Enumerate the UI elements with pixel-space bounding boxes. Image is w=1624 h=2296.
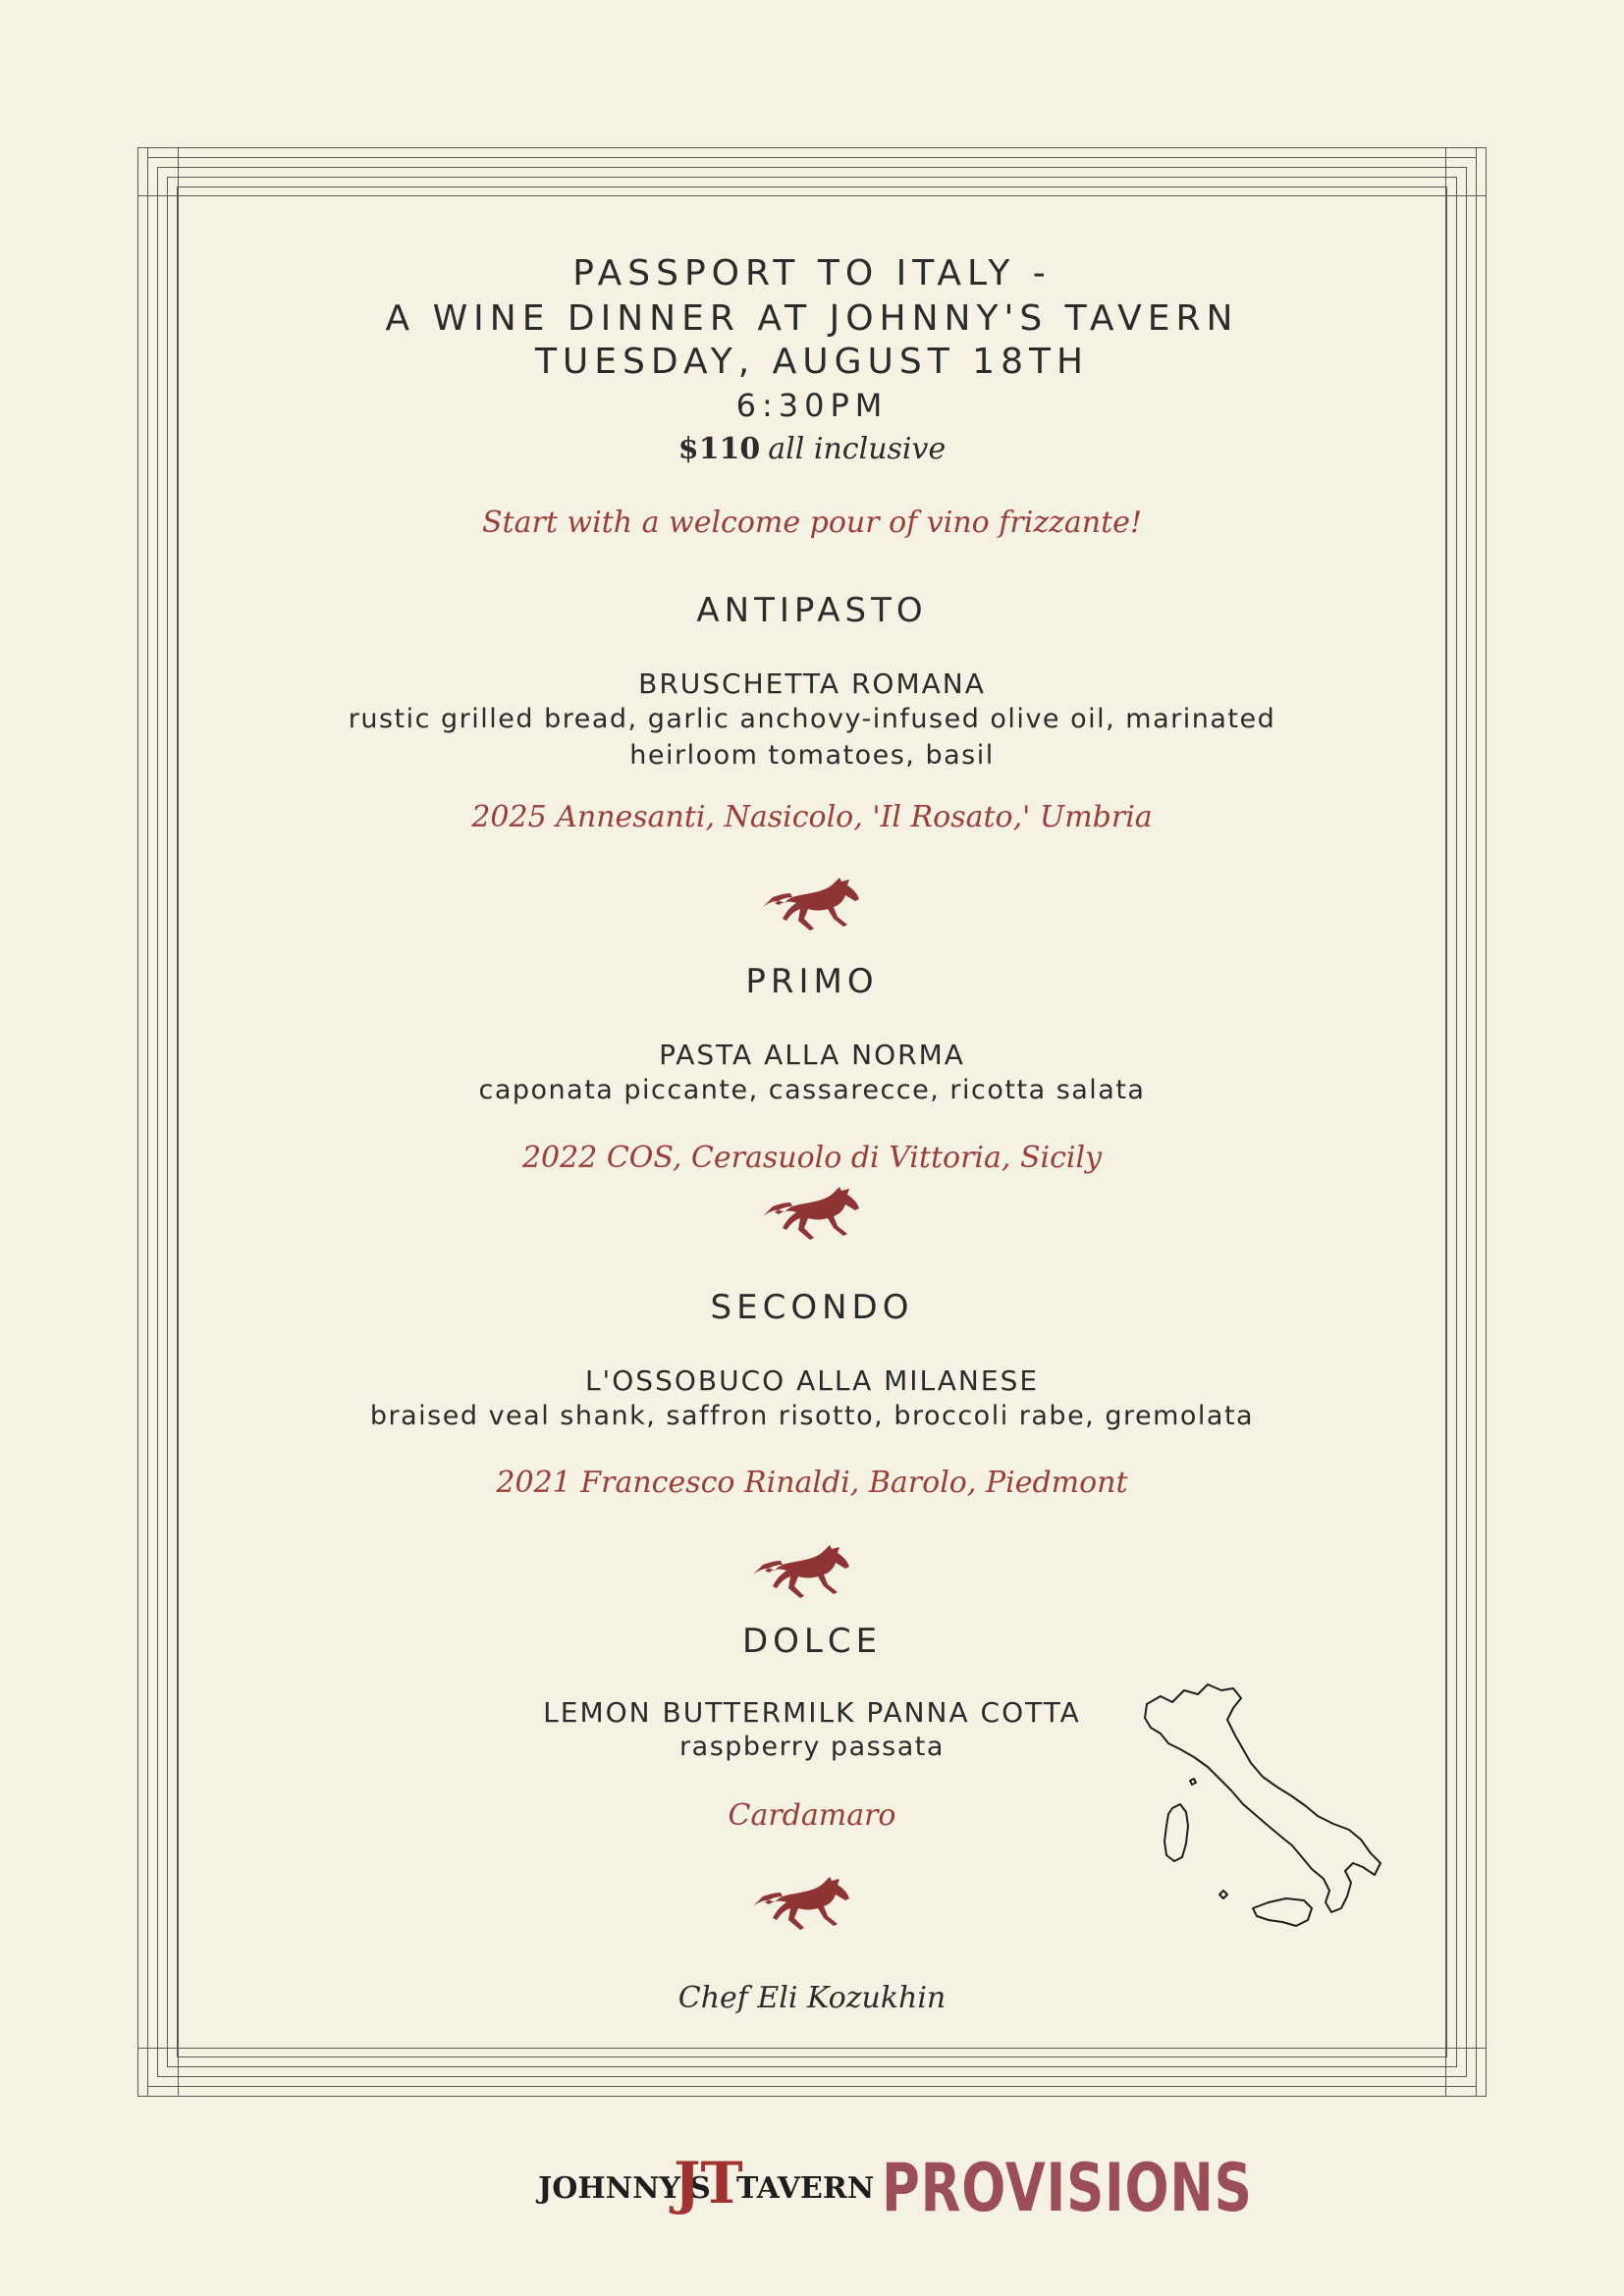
event-date: TUESDAY, AUGUST 18TH: [534, 342, 1090, 382]
wine-pairing: 2021 Francesco Rinaldi, Barolo, Piedmont: [496, 1466, 1128, 1500]
dish-description-cont: heirloom tomatoes, basil: [629, 740, 995, 771]
course-dolce: DOLCE: [741, 1622, 883, 1661]
course-antipasto: ANTIPASTO: [696, 591, 928, 630]
horse-icon: [761, 874, 863, 936]
dish-name: PASTA ALLA NORMA: [659, 1039, 965, 1071]
dish-name: BRUSCHETTA ROMANA: [638, 667, 986, 700]
dish-description: caponata piccante, cassarecce, ricotta salata: [478, 1075, 1146, 1105]
course-secondo: SECONDO: [710, 1288, 914, 1327]
event-price: [137, 432, 1487, 466]
horse-icon: [761, 1183, 863, 1246]
logo-johnnys: JOHNNY'S: [538, 2171, 711, 2206]
dish-description: braised veal shank, saffron risotto, broccoli rabe, gremolata: [369, 1401, 1255, 1431]
logo-jt-mark: JT: [674, 2150, 743, 2216]
wine-pairing: 2022 COS, Cerasuolo di Vittoria, Sicily: [521, 1141, 1103, 1175]
price-note: all inclusive: [768, 432, 947, 466]
dish-name: LEMON BUTTERMILK PANNA COTTA: [543, 1696, 1081, 1729]
italy-map-icon: [1139, 1681, 1388, 1946]
event-time: 6:30PM: [735, 387, 889, 424]
welcome-note: Start with a welcome pour of vino frizzante!: [481, 506, 1142, 540]
chef-signature: Chef Eli Kozukhin: [677, 1981, 947, 2015]
event-title-line2: A WINE DINNER AT JOHNNY'S TAVERN: [385, 298, 1239, 339]
horse-icon: [751, 1873, 853, 1936]
logo-provisions: PROVISIONS: [882, 2150, 1253, 2227]
dish-description: rustic grilled bread, garlic anchovy-infused olive oil, marinated: [348, 704, 1276, 734]
horse-icon: [751, 1541, 853, 1604]
wine-pairing: 2025 Annesanti, Nasicolo, 'Il Rosato,' Umbria: [471, 800, 1153, 834]
event-title-line1: PASSPORT TO ITALY -: [572, 253, 1052, 294]
logo-tavern: TAVERN: [736, 2171, 875, 2206]
dish-name: L'OSSOBUCO ALLA MILANESE: [584, 1364, 1040, 1397]
wine-pairing: Cardamaro: [728, 1798, 896, 1833]
price-amount: $110: [677, 432, 761, 466]
course-primo: PRIMO: [745, 962, 879, 1001]
dish-description: raspberry passata: [679, 1732, 945, 1762]
johnnys-tavern-logo: [538, 2150, 875, 2218]
provisions-logo: [882, 2150, 1253, 2227]
